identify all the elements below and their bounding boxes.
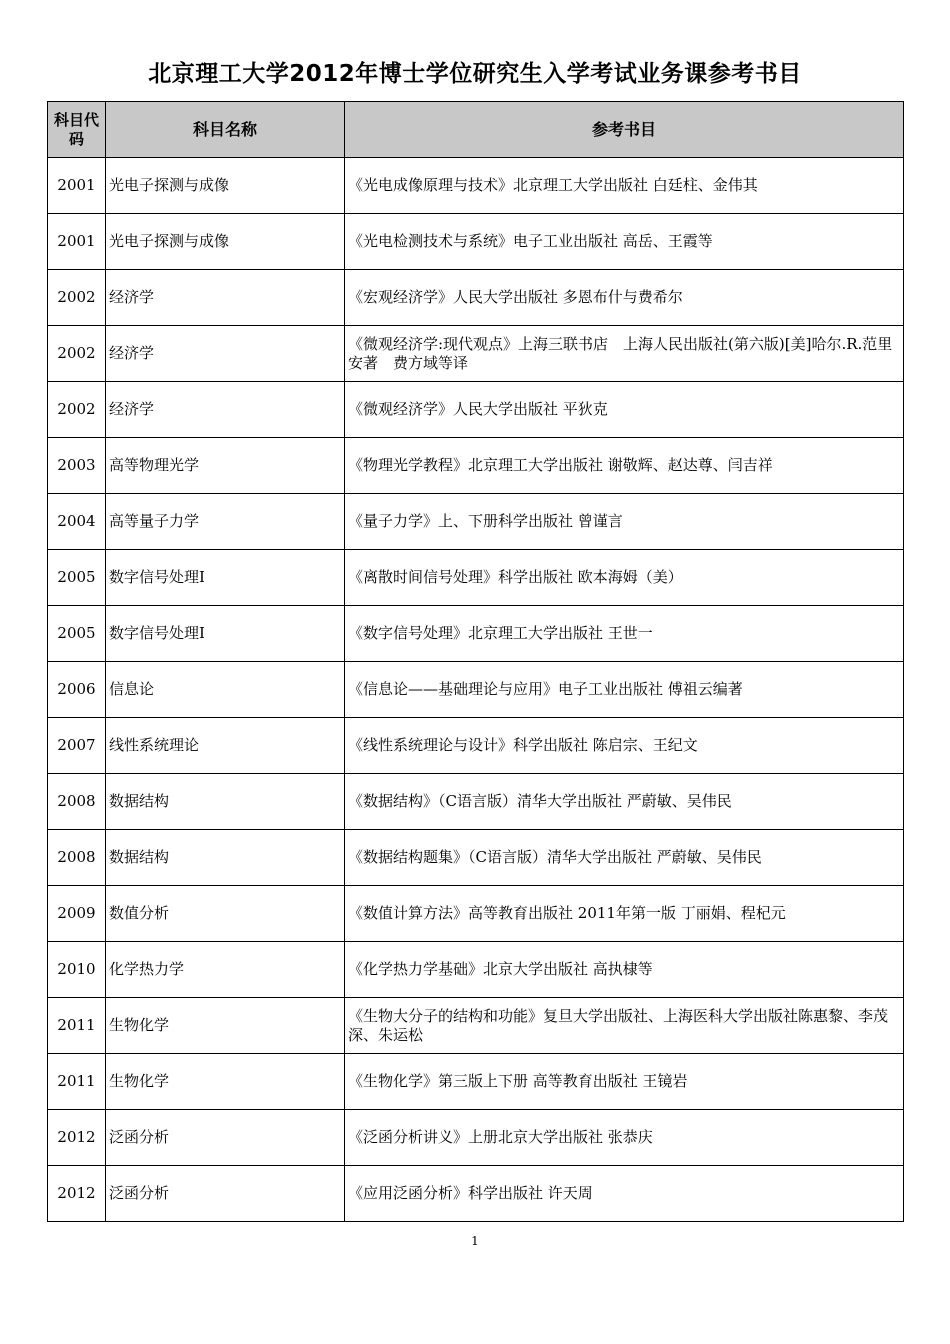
subject-name-cell: 生物化学 — [106, 998, 345, 1054]
table-header-row — [48, 102, 904, 158]
subject-name-cell: 化学热力学 — [106, 942, 345, 998]
reference-book-cell: 《线性系统理论与设计》科学出版社 陈启宗、王纪文 — [345, 718, 904, 774]
reference-book-cell: 《化学热力学基础》北京大学出版社 高执棣等 — [345, 942, 904, 998]
table-row — [48, 1166, 904, 1222]
reference-book-cell: 《数据结构》（C语言版）清华大学出版社 严蔚敏、吴伟民 — [345, 774, 904, 830]
subject-name-cell: 经济学 — [106, 270, 345, 326]
subject-code-cell: 2002 — [48, 270, 106, 326]
subject-code-cell: 2007 — [48, 718, 106, 774]
table-header — [48, 102, 904, 158]
subject-name-cell: 经济学 — [106, 326, 345, 382]
column-header-reference: 参考书目 — [345, 102, 904, 158]
reference-book-cell: 《光电成像原理与技术》北京理工大学出版社 白廷柱、金伟其 — [345, 158, 904, 214]
subject-name-cell: 数字信号处理Ⅰ — [106, 606, 345, 662]
table-row — [48, 270, 904, 326]
subject-code-cell: 2002 — [48, 382, 106, 438]
table-row — [48, 550, 904, 606]
subject-name-cell: 经济学 — [106, 382, 345, 438]
subject-code-cell: 2010 — [48, 942, 106, 998]
reference-book-cell: 《生物化学》第三版上下册 高等教育出版社 王镜岩 — [345, 1054, 904, 1110]
reference-book-cell: 《生物大分子的结构和功能》复旦大学出版社、上海医科大学出版社陈惠黎、李茂深、朱运松 — [345, 998, 904, 1054]
subject-name-cell: 数值分析 — [106, 886, 345, 942]
page-title: 北京理工大学2012年博士学位研究生入学考试业务课参考书目 — [148, 61, 802, 87]
table-row — [48, 214, 904, 270]
reference-book-cell: 《信息论——基础理论与应用》电子工业出版社 傅祖云编著 — [345, 662, 904, 718]
table-row — [48, 1054, 904, 1110]
subject-code-cell: 2012 — [48, 1110, 106, 1166]
reference-book-cell: 《数值计算方法》高等教育出版社 2011年第一版 丁丽娟、程杞元 — [345, 886, 904, 942]
subject-code-cell: 2006 — [48, 662, 106, 718]
subject-code-cell: 2011 — [48, 998, 106, 1054]
subject-code-cell: 2005 — [48, 606, 106, 662]
subject-name-cell: 数字信号处理Ⅰ — [106, 550, 345, 606]
page-number: 1 — [471, 1234, 479, 1248]
subject-code-cell: 2002 — [48, 326, 106, 382]
table-row — [48, 438, 904, 494]
reference-book-cell: 《数据结构题集》（C语言版）清华大学出版社 严蔚敏、吴伟民 — [345, 830, 904, 886]
table-row — [48, 718, 904, 774]
reference-book-cell: 《应用泛函分析》科学出版社 许天周 — [345, 1166, 904, 1222]
subject-name-cell: 信息论 — [106, 662, 345, 718]
subject-name-cell: 高等量子力学 — [106, 494, 345, 550]
subject-code-cell: 2001 — [48, 214, 106, 270]
subject-code-cell: 2005 — [48, 550, 106, 606]
subject-name-cell: 泛函分析 — [106, 1110, 345, 1166]
table-body — [48, 158, 904, 1222]
table-row — [48, 1110, 904, 1166]
reference-book-cell: 《微观经济学》人民大学出版社 平狄克 — [345, 382, 904, 438]
reference-book-cell: 《微观经济学:现代观点》上海三联书店 上海人民出版社(第六版)[美]哈尔.R.范里安著 费方域等译 — [345, 326, 904, 382]
subject-code-cell: 2004 — [48, 494, 106, 550]
subject-code-cell: 2008 — [48, 774, 106, 830]
reference-book-table — [47, 101, 904, 1222]
subject-name-cell: 数据结构 — [106, 774, 345, 830]
subject-code-cell: 2012 — [48, 1166, 106, 1222]
subject-name-cell: 生物化学 — [106, 1054, 345, 1110]
reference-book-cell: 《数字信号处理》北京理工大学出版社 王世一 — [345, 606, 904, 662]
table-row — [48, 942, 904, 998]
table-row — [48, 830, 904, 886]
subject-name-cell: 泛函分析 — [106, 1166, 345, 1222]
reference-book-cell: 《量子力学》上、下册科学出版社 曾谨言 — [345, 494, 904, 550]
subject-code-cell: 2009 — [48, 886, 106, 942]
reference-book-cell: 《物理光学教程》北京理工大学出版社 谢敬辉、赵达尊、闫吉祥 — [345, 438, 904, 494]
table-row — [48, 998, 904, 1054]
reference-book-cell: 《泛函分析讲义》上册北京大学出版社 张恭庆 — [345, 1110, 904, 1166]
subject-name-cell: 线性系统理论 — [106, 718, 345, 774]
table-row — [48, 326, 904, 382]
reference-book-cell: 《宏观经济学》人民大学出版社 多恩布什与费希尔 — [345, 270, 904, 326]
subject-code-cell: 2008 — [48, 830, 106, 886]
column-header-code: 科目代码 — [48, 102, 106, 158]
subject-name-cell: 光电子探测与成像 — [106, 214, 345, 270]
table-row — [48, 886, 904, 942]
subject-name-cell: 数据结构 — [106, 830, 345, 886]
column-header-name: 科目名称 — [106, 102, 345, 158]
subject-code-cell: 2003 — [48, 438, 106, 494]
table-row — [48, 662, 904, 718]
table-row — [48, 158, 904, 214]
subject-code-cell: 2011 — [48, 1054, 106, 1110]
subject-name-cell: 高等物理光学 — [106, 438, 345, 494]
table-row — [48, 774, 904, 830]
reference-book-cell: 《光电检测技术与系统》电子工业出版社 高岳、王霞等 — [345, 214, 904, 270]
subject-name-cell: 光电子探测与成像 — [106, 158, 345, 214]
table-row — [48, 382, 904, 438]
table-row — [48, 494, 904, 550]
table-row — [48, 606, 904, 662]
subject-code-cell: 2001 — [48, 158, 106, 214]
reference-book-cell: 《离散时间信号处理》科学出版社 欧本海姆（美） — [345, 550, 904, 606]
